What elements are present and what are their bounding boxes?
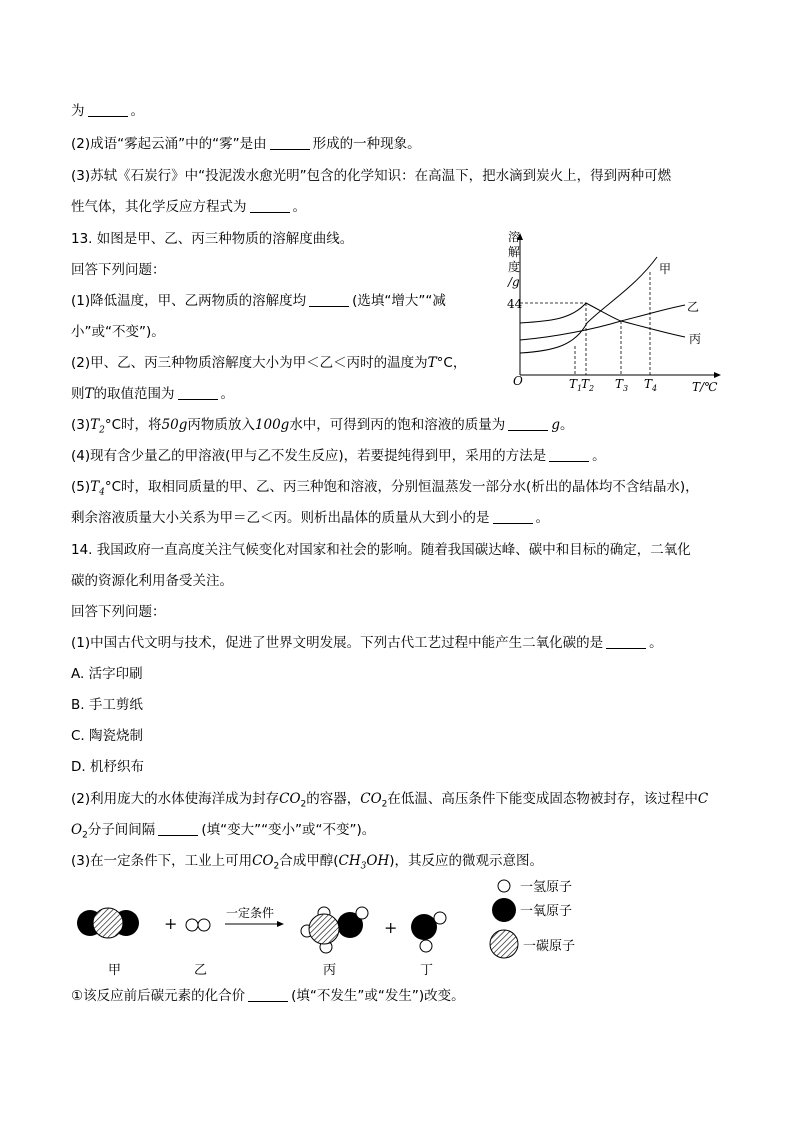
q14-part2: (2)利用庞大的水体使海洋成为封存$CO_2$的容器，$CO_2$在低温、高压条件下能变成固态物被封存，该过程中C <box>71 791 709 810</box>
option-d[interactable]: D. 机杼织布 <box>71 759 144 775</box>
answer-prompt: 回答下列问题： <box>71 262 166 278</box>
q13-part2: (2)甲、乙、丙三种物质溶解度大小为甲＜乙＜丙时的温度为T°C， <box>71 355 467 371</box>
answer-blank[interactable] <box>549 447 589 462</box>
label-yi: 乙 <box>194 963 208 978</box>
answer-blank[interactable] <box>158 821 198 836</box>
q13-part1-cont: 小”或“不变”)。 <box>71 324 165 340</box>
answer-blank[interactable] <box>508 416 548 431</box>
q13-part4: (4)现有含少量乙的甲溶液(甲与乙不发生反应)，若要提纯得到甲，采用的方法是 。 <box>71 448 606 464</box>
svg-text:一氧原子: 一氧原子 <box>520 904 573 919</box>
label-bing: 丙 <box>323 963 337 978</box>
curve-yi <box>520 305 685 340</box>
q14-part3: (3)在一定条件下，工业上可用$CO_2$合成甲醇$(CH_3OH)$，其反应的微观示意图。 <box>71 853 544 872</box>
svg-text:一氢原子: 一氢原子 <box>520 880 573 895</box>
curve-jia <box>520 257 657 353</box>
molecule-h2 <box>186 919 210 931</box>
plus-sign: + <box>164 914 178 933</box>
answer-blank[interactable] <box>270 135 310 150</box>
curve-label-jia: 甲 <box>659 262 672 276</box>
answer-blank[interactable] <box>309 292 349 307</box>
line-4: 性气体，其化学反应方程式为 。 <box>71 199 306 215</box>
q14-part3-1: ①该反应前后碳元素的化合价 (填“不发生”或“发生”)改变。 <box>71 988 465 1004</box>
legend-carbon <box>490 930 575 958</box>
line-3: (3)苏轼《石炭行》中“投泥泼水愈光明”包含的化学知识：在高温下，把水滴到炭火上，得到两种可燃 <box>71 168 672 184</box>
plus-sign: + <box>384 918 398 937</box>
origin-label: O <box>513 374 523 388</box>
solubility-graph <box>495 225 755 400</box>
curve-label-bing: 丙 <box>689 332 702 346</box>
q13-part3: $(3)T_2^\circ C$时，将50g丙物质放入100g水中，可得到丙的饱和溶液的质量为 g。 <box>71 417 574 436</box>
y-axis-label: /g <box>508 275 520 289</box>
q14-part2-cont: $O_2$分子间间隔 (填“变大”“变小”或“不变”)。 <box>71 822 376 841</box>
molecule-h2o <box>411 912 446 952</box>
option-a[interactable]: A. 活字印刷 <box>71 666 143 682</box>
q14-part1: (1)中国古代文明与技术，促进了世界文明发展。下列古代工艺过程中能产生二氧化碳的是 。 <box>71 635 663 651</box>
legend-hydrogen <box>498 880 572 895</box>
molecule-ch3oh <box>301 907 368 953</box>
x-tick-label: $T_1$ <box>569 377 583 393</box>
x-tick-label: $T_3$ <box>615 377 629 393</box>
y-tick-label: 44 <box>507 297 523 311</box>
y-axis-label: 解 <box>508 245 521 259</box>
answer-blank[interactable] <box>88 102 128 117</box>
x-axis-label: T/℃ <box>692 380 718 394</box>
label-jia: 甲 <box>108 963 122 978</box>
svg-text:一碳原子: 一碳原子 <box>523 939 576 954</box>
answer-blank[interactable] <box>493 509 533 524</box>
question-14: 14. 我国政府一直高度关注气候变化对国家和社会的影响。随着我国碳达峰、碳中和目标的确定，二氧化 <box>71 542 691 558</box>
answer-blank[interactable] <box>178 385 218 400</box>
molecule-co2 <box>77 908 139 938</box>
q13-part1: (1)降低温度，甲、乙两物质的溶解度均 (选填“增大”“减 <box>71 293 446 309</box>
answer-blank[interactable] <box>250 198 290 213</box>
line-1: 为 。 <box>71 103 144 119</box>
reaction-condition: 一定条件 <box>226 906 275 920</box>
answer-prompt: 回答下列问题： <box>71 604 166 620</box>
q13-part5: $(5)T_4^\circ C$时，取相同质量的甲、乙、丙三种饱和溶液，分别恒温蒸发一部分水(析出的晶体均不含结晶水)， <box>71 479 699 498</box>
y-axis-label: 溶 <box>508 230 521 244</box>
answer-blank[interactable] <box>606 634 646 649</box>
label-ding: 丁 <box>420 963 434 978</box>
x-axis-arrow <box>714 372 721 378</box>
answer-blank[interactable] <box>248 987 288 1002</box>
line-2: (2)成语“雾起云涌”中的“雾”是由 形成的一种现象。 <box>71 136 421 152</box>
arrow-head <box>277 921 284 927</box>
q13-part5-cont: 剩余溶液质量大小关系为甲＝乙＜丙。则析出晶体的质量从大到小的是 。 <box>71 510 549 526</box>
x-tick-label: $T_4$ <box>644 377 658 393</box>
option-b[interactable]: B. 手工剪纸 <box>71 697 143 713</box>
question-13: 13. 如图是甲、乙、丙三种物质的溶解度曲线。 <box>71 231 354 247</box>
legend-oxygen <box>492 898 572 922</box>
curve-bing <box>520 303 685 337</box>
question-14-cont: 碳的资源化利用备受关注。 <box>71 573 233 589</box>
curve-label-yi: 乙 <box>687 300 700 314</box>
x-tick-label: $T_2$ <box>581 377 595 393</box>
reaction-diagram <box>68 875 608 985</box>
y-axis-label: 度 <box>508 260 521 274</box>
option-c[interactable]: C. 陶瓷烧制 <box>71 728 144 744</box>
q13-part2-cont: 则T的取值范围为 。 <box>71 386 235 402</box>
